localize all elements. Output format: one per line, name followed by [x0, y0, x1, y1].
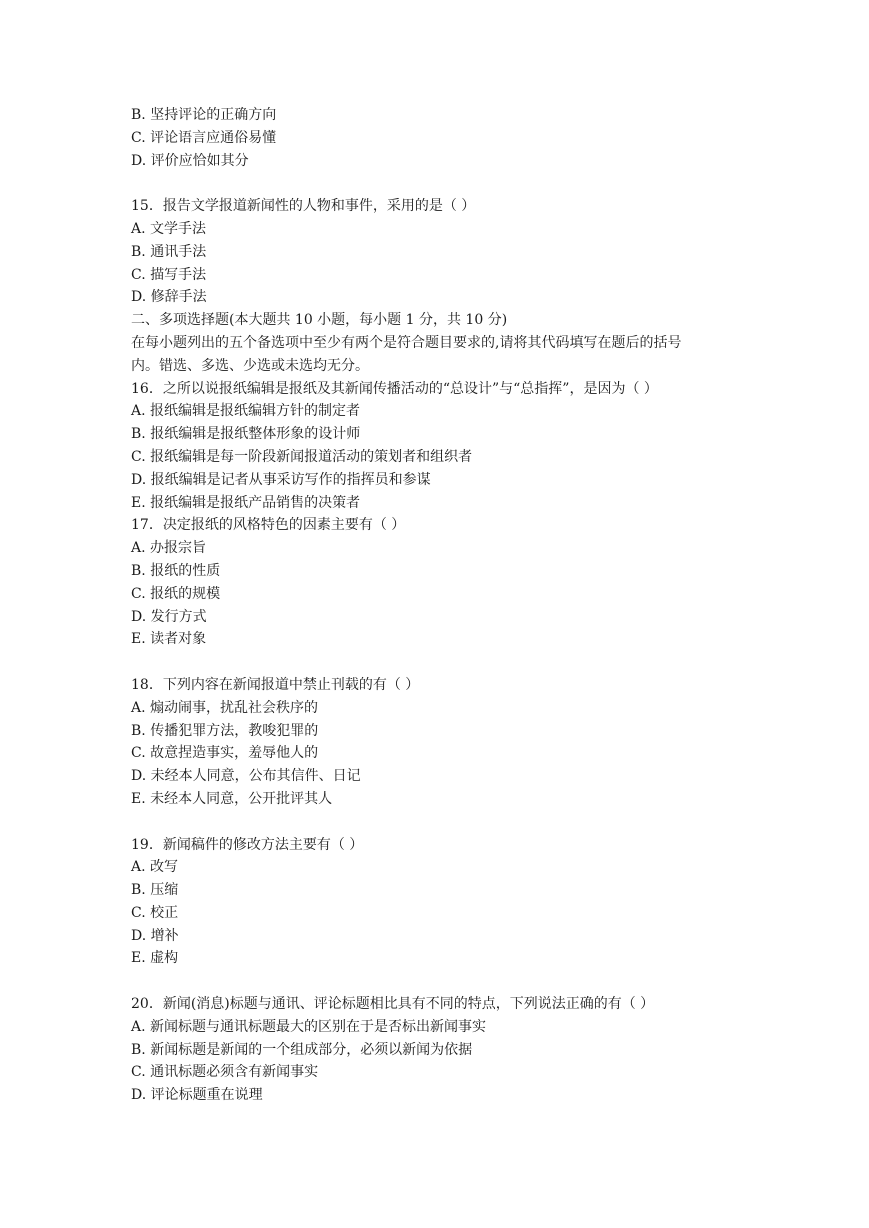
question-17: 17．决定报纸的风格特色的因素主要有（ ）: [131, 517, 406, 534]
option-line: B. 报纸编辑是报纸整体形象的设计师: [131, 426, 361, 443]
option-line: C. 报纸编辑是每一阶段新闻报道活动的策划者和组织者: [131, 448, 473, 465]
option-line: C. 通讯标题必须含有新闻事实: [131, 1064, 319, 1081]
blank-line: [131, 970, 751, 993]
option-line: E. 报纸编辑是报纸产品销售的决策者: [131, 494, 361, 511]
option-line: B. 通讯手法: [131, 243, 207, 260]
blank-line: [131, 811, 751, 834]
text-line: B. 坚持评论的正确方向: [131, 107, 277, 123]
section-instructions: 在每小题列出的五个备选项中至少有两个是符合题目要求的,请将其代码填写在题后的括号: [131, 334, 682, 351]
section-instructions: 内。错选、多选、少选或未选均无分。: [131, 357, 369, 374]
option-line: A. 办报宗旨: [131, 540, 207, 557]
text-line: D. 评价应恰如其分: [131, 152, 249, 169]
option-line: E. 虚构: [131, 950, 179, 967]
option-line: B. 传播犯罪方法，教唆犯罪的: [131, 722, 319, 739]
option-line: B. 报纸的性质: [131, 562, 221, 579]
option-line: D. 修辞手法: [131, 289, 207, 306]
option-line: A. 报纸编辑是报纸编辑方针的制定者: [131, 403, 361, 420]
option-line: C. 校正: [131, 904, 179, 921]
option-line: D. 评论标题重在说理: [131, 1087, 263, 1104]
question-18: 18．下列内容在新闻报道中禁止刊载的有（ ）: [131, 676, 420, 693]
document-page: [131, 104, 751, 1107]
option-line: A. 改写: [131, 859, 179, 876]
option-line: A. 新闻标题与通讯标题最大的区别在于是否标出新闻事实: [131, 1018, 487, 1035]
question-15: 15．报告文学报道新闻性的人物和事件，采用的是（ ）: [131, 198, 476, 215]
section-heading: 二、多项选择题(本大题共 10 小题，每小题 1 分，共 10 分): [131, 312, 508, 329]
question-20: 20．新闻(消息)标题与通讯、评论标题相比具有不同的特点，下列说法正确的有（ ）: [131, 996, 655, 1013]
option-line: D. 报纸编辑是记者从事采访写作的指挥员和参谋: [131, 471, 431, 488]
option-line: E. 未经本人同意，公开批评其人: [131, 790, 333, 807]
option-line: D. 未经本人同意，公布其信件、日记: [131, 768, 361, 785]
option-line: E. 读者对象: [131, 631, 207, 648]
question-19: 19．新闻稿件的修改方法主要有（ ）: [131, 836, 364, 853]
option-line: A. 煽动闹事，扰乱社会秩序的: [131, 699, 319, 716]
question-16: 16．之所以说报纸编辑是报纸及其新闻传播活动的“总设计”与“总指挥”，是因为（ ）: [131, 380, 658, 397]
text-line: C. 评论语言应通俗易懂: [131, 129, 277, 146]
option-line: B. 压缩: [131, 882, 179, 899]
option-line: C. 报纸的规模: [131, 585, 221, 602]
option-line: A. 文学手法: [131, 220, 207, 237]
option-line: B. 新闻标题是新闻的一个组成部分，必须以新闻为依据: [131, 1041, 473, 1058]
blank-line: [131, 172, 751, 195]
option-line: D. 增补: [131, 927, 179, 944]
option-line: C. 描写手法: [131, 266, 207, 283]
option-line: D. 发行方式: [131, 608, 207, 625]
blank-line: [131, 651, 751, 674]
option-line: C. 故意捏造事实，羞辱他人的: [131, 745, 319, 762]
